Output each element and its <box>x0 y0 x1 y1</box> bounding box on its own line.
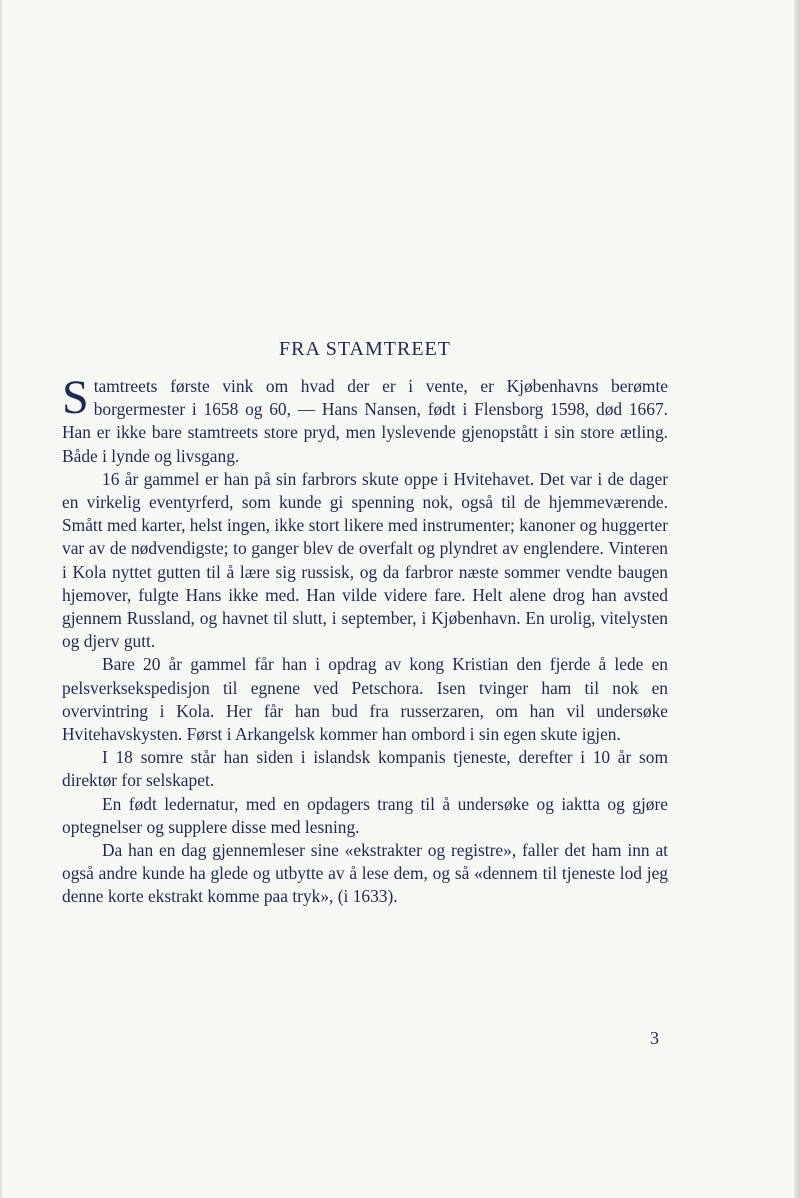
paragraph-1 <box>62 371 668 468</box>
page-content <box>62 338 668 909</box>
paragraph-4: I 18 somre står han siden i islandsk kompanis tjeneste, derefter i 10 år som direktør for selskapet. <box>62 747 668 791</box>
chapter-title: FRA STAMTREET <box>279 338 451 360</box>
paragraph-3: Bare 20 år gammel får han i opdrag av kong Kristian den fjerde å lede en pelsverksekspedisjon til egnene ved Petschora. Isen tvinger ham til nok en overvintring i Kola. Her får han bud fra russerzaren, om han vil undersøke Hvitehavskysten. Først i Arkangelsk kommer han ombord i sin egen skute igjen. <box>62 654 668 745</box>
page-number: 3 <box>650 1028 659 1048</box>
chapter-body <box>62 371 668 909</box>
scan-edge-left <box>0 0 3 1198</box>
paragraph-6: Da han en dag gjennemleser sine «ekstrakter og registre», faller det ham inn at også andre kunde ha glede og utbytte av å lese dem, og så «dennem til tjeneste lod jeg denne korte ekstrakt komme paa tryk», (i 1633). <box>62 840 668 907</box>
scan-edge-right <box>794 0 800 1198</box>
paragraph-1-text: tamtreets første vink om hvad der er i vente, er Kjøbenhavns berømte borgermester i 1658 og 60, — Hans Nansen, født i Flensborg 1598, død 1667. Han er ikke bare stamtreets store pryd, men lyslevende gjenopstått i sin store ætling. Både i lynde og livsgang. <box>62 376 668 466</box>
paragraph-5: En født ledernatur, med en opdagers trang til å undersøke og iaktta og gjøre optegnelser og supplere disse med lesning. <box>62 793 668 837</box>
drop-cap: S <box>62 371 89 424</box>
paragraph-2: 16 år gammel er han på sin farbrors skute oppe i Hvitehavet. Det var i de dager en virkelig eventyrferd, som kunde gi spenning nok, også til de hjemmeværende. Smått med karter, helst ingen, ikke stort likere med instrumenter; kanoner og huggerter var av de nødvendigste; to ganger blev de overfalt og plyndret av englendere. Vinteren i Kola nyttet gutten til å lære sig russisk, og da farbror næste sommer vendte baugen hjemover, fulgte Hans ikke med. Han vilde videre fare. Helt alene drog han avsted gjennem Russland, og havnet til slutt, i september, i Kjøbenhavn. En urolig, vitelysten og djerv gutt. <box>62 468 668 652</box>
